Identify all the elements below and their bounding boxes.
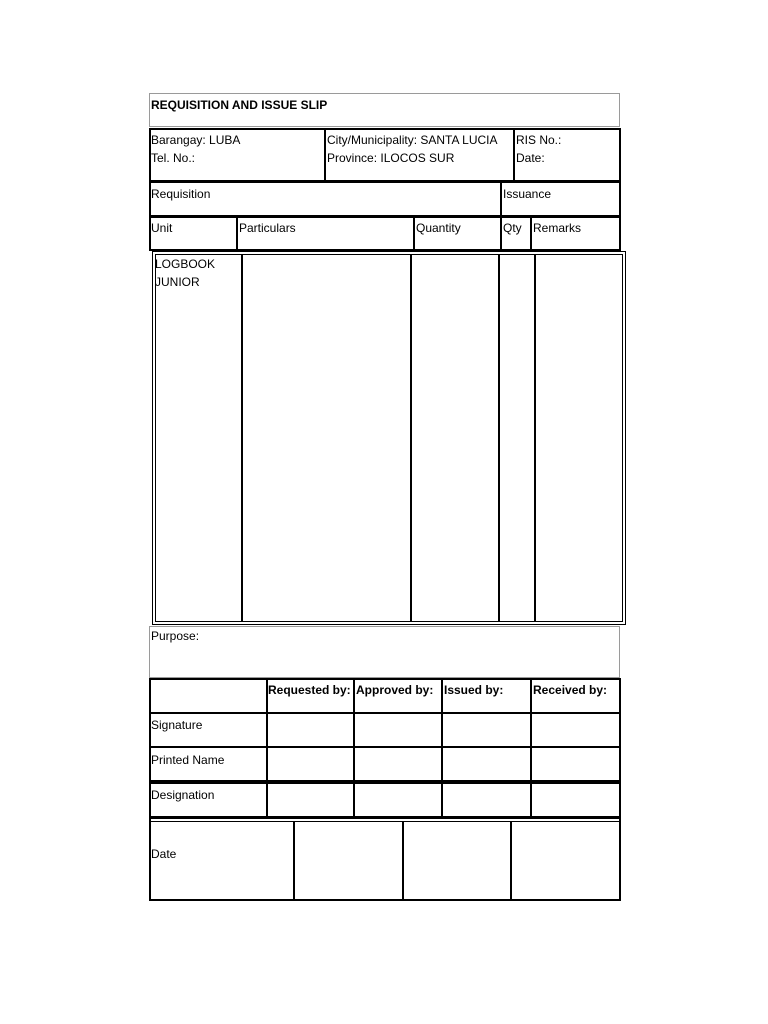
form-title: REQUISITION AND ISSUE SLIP xyxy=(151,98,328,112)
header-divider xyxy=(324,128,326,182)
date-divider xyxy=(510,821,512,901)
signatory-divider xyxy=(266,782,268,818)
province-field: Province: ILOCOS SUR xyxy=(327,151,455,165)
signatory-divider xyxy=(266,712,268,748)
signatory-divider xyxy=(530,746,532,782)
designation-label: Designation xyxy=(151,788,215,802)
barangay-field: Barangay: LUBA xyxy=(151,133,241,147)
signatory-divider xyxy=(530,678,532,714)
date-field: Date: xyxy=(516,151,545,165)
date-divider xyxy=(293,821,295,901)
signature-row xyxy=(149,712,621,748)
requisition-label: Requisition xyxy=(151,187,211,201)
signatory-divider xyxy=(441,712,443,748)
items-body-inner xyxy=(155,254,623,622)
received-by-header: Received by: xyxy=(533,683,608,697)
column-qty: Qty xyxy=(503,221,522,235)
signatory-divider xyxy=(266,746,268,782)
purpose-label: Purpose: xyxy=(151,629,200,643)
column-divider xyxy=(236,216,238,251)
signatory-divider xyxy=(353,746,355,782)
signatory-divider xyxy=(353,782,355,818)
signatory-divider xyxy=(530,782,532,818)
items-column-divider xyxy=(410,254,412,622)
column-remarks: Remarks xyxy=(533,221,582,235)
signatory-divider xyxy=(353,712,355,748)
issuance-label: Issuance xyxy=(503,187,552,201)
date-row xyxy=(149,817,621,901)
items-column-divider xyxy=(498,254,500,622)
item-line: LOGBOOK xyxy=(155,257,216,271)
designation-row xyxy=(149,782,621,818)
signatory-divider xyxy=(441,678,443,714)
signatory-divider xyxy=(530,712,532,748)
approved-by-header: Approved by: xyxy=(356,683,434,697)
header-divider xyxy=(513,128,515,182)
column-divider xyxy=(413,216,415,251)
column-divider xyxy=(530,216,532,251)
purpose-box xyxy=(149,626,620,678)
item-line: JUNIOR xyxy=(155,275,200,289)
signatory-divider xyxy=(441,746,443,782)
date-divider xyxy=(402,821,404,901)
signature-label: Signature xyxy=(151,718,203,732)
ris-no-field: RIS No.: xyxy=(516,133,562,147)
items-column-divider xyxy=(241,254,243,622)
tel-field: Tel. No.: xyxy=(151,151,196,165)
date-label: Date xyxy=(151,847,177,861)
signatory-divider xyxy=(353,678,355,714)
column-particulars: Particulars xyxy=(239,221,296,235)
items-column-divider xyxy=(534,254,536,622)
column-unit: Unit xyxy=(151,221,173,235)
column-divider xyxy=(500,216,502,251)
signatory-divider xyxy=(441,782,443,818)
date-row-top-rule xyxy=(149,821,621,822)
city-field: City/Municipality: SANTA LUCIA xyxy=(327,133,498,147)
column-quantity: Quantity xyxy=(416,221,461,235)
section-divider xyxy=(500,181,502,217)
issued-by-header: Issued by: xyxy=(444,683,504,697)
printed-name-label: Printed Name xyxy=(151,753,225,767)
requested-by-header: Requested by: xyxy=(268,683,351,697)
